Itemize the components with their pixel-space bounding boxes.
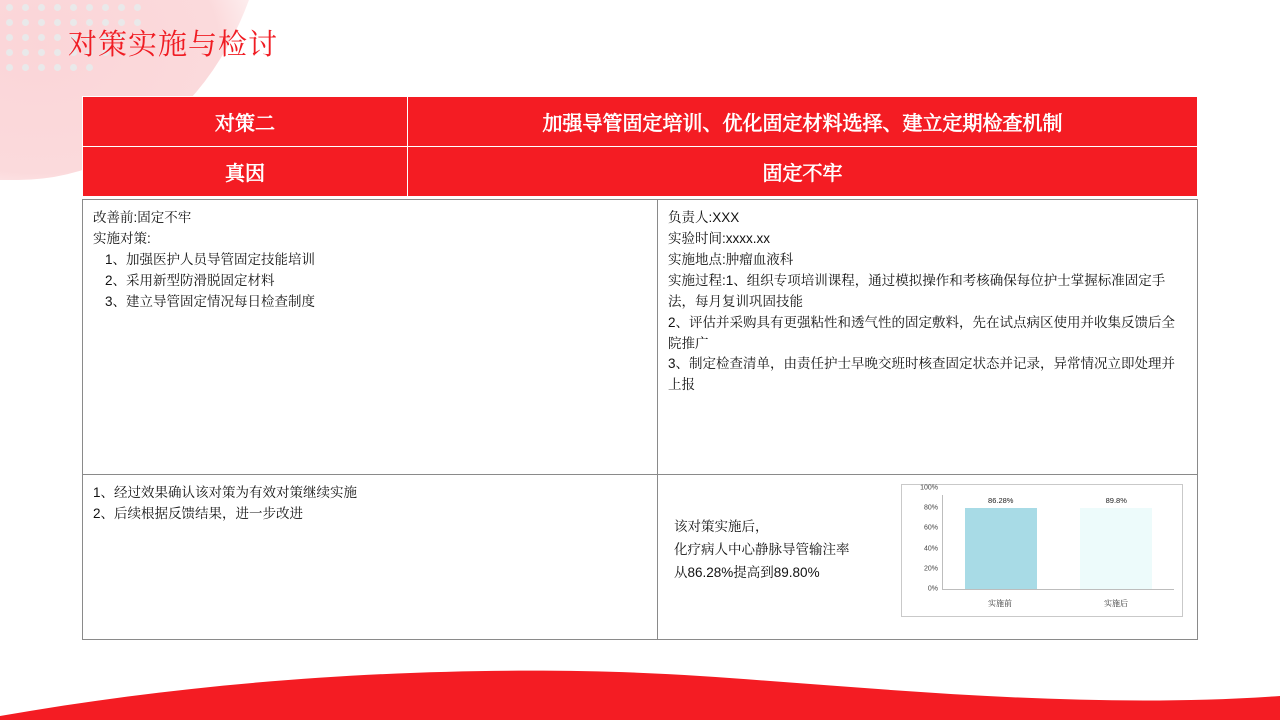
chart-y-tick: 60% — [923, 524, 938, 532]
chart-plot-area — [942, 495, 1174, 590]
effect-summary-line: 化疗病人中心静脉导管输注率 — [674, 542, 850, 558]
plan-item: 2、采用新型防滑脱固定材料 — [105, 272, 275, 288]
plan-title: 实施对策: — [93, 230, 151, 246]
chart-category-label: 实施前 — [988, 598, 1012, 608]
chart-y-tick: 40% — [923, 545, 938, 553]
chart-y-tick: 20% — [923, 565, 938, 573]
header-countermeasure-value: 加强导管固定培训、优化固定材料选择、建立定期检查机制 — [408, 97, 1198, 147]
chart-bar — [1080, 508, 1152, 589]
table-row — [83, 200, 1198, 475]
header-cause-value: 固定不牢 — [408, 147, 1198, 197]
chart-bar-group — [965, 495, 1037, 589]
header-countermeasure-label: 对策二 — [83, 97, 408, 147]
place-text: 实施地点:肿瘤血液科 — [668, 251, 794, 267]
process-item: 2、评估并采购具有更强粘性和透气性的固定敷料，先在试点病区使用并收集反馈后全院推广 — [668, 314, 1176, 351]
chart-x-axis-labels — [942, 598, 1174, 610]
countermeasure-sheet — [82, 96, 1198, 640]
table-row — [83, 475, 1198, 640]
body-table — [82, 199, 1198, 640]
header-table — [82, 96, 1198, 197]
time-text: 实验时间:xxxx.xx — [668, 230, 771, 246]
chart-bar — [965, 508, 1037, 589]
effect-summary — [668, 516, 850, 585]
effect-summary-line: 从86.28%提高到89.80% — [674, 564, 820, 580]
chart-bars — [943, 495, 1174, 589]
decorative-bottom-wave — [0, 660, 1280, 720]
conclusion-item: 1、经过效果确认该对策为有效对策继续实施 — [93, 485, 358, 500]
chart-bar-group — [1080, 495, 1152, 589]
header-cause-label: 真因 — [83, 147, 408, 197]
cell-execution-details — [658, 200, 1198, 475]
page-title: 对策实施与检讨 — [68, 29, 279, 61]
process-item: 3、制定检查清单，由责任护士早晚交班时核查固定状态并记录，异常情况立即处理并上报 — [668, 356, 1176, 393]
process-item: 实施过程:1、组织专项培训课程，通过模拟操作和考核确保每位护士掌握标准固定手法，每月复训巩固技能 — [668, 272, 1166, 309]
before-state-text: 改善前:固定不牢 — [93, 210, 192, 225]
table-row — [83, 147, 1198, 197]
cell-review-conclusion — [83, 475, 658, 640]
table-row — [83, 97, 1198, 147]
chart-y-axis-labels — [904, 484, 940, 593]
conclusion-item: 2、后续根据反馈结果，进一步改进 — [93, 505, 304, 521]
plan-item: 1、加强医护人员导管固定技能培训 — [105, 251, 316, 267]
cell-before-and-plan — [83, 200, 658, 475]
chart-data-label: 89.8% — [1105, 496, 1127, 505]
cell-effect-chart — [658, 475, 1198, 640]
chart-y-tick: 0% — [927, 585, 938, 593]
owner-text: 负责人:XXX — [668, 210, 740, 225]
plan-item: 3、建立导管固定情况每日检查制度 — [105, 293, 316, 309]
effect-summary-line: 该对策实施后， — [674, 519, 769, 535]
chart-y-tick: 100% — [920, 484, 938, 492]
chart-y-tick: 80% — [923, 504, 938, 512]
chart-data-label: 86.28% — [988, 496, 1014, 505]
chart-category-label: 实施后 — [1104, 598, 1128, 608]
effect-bar-chart — [901, 484, 1183, 617]
